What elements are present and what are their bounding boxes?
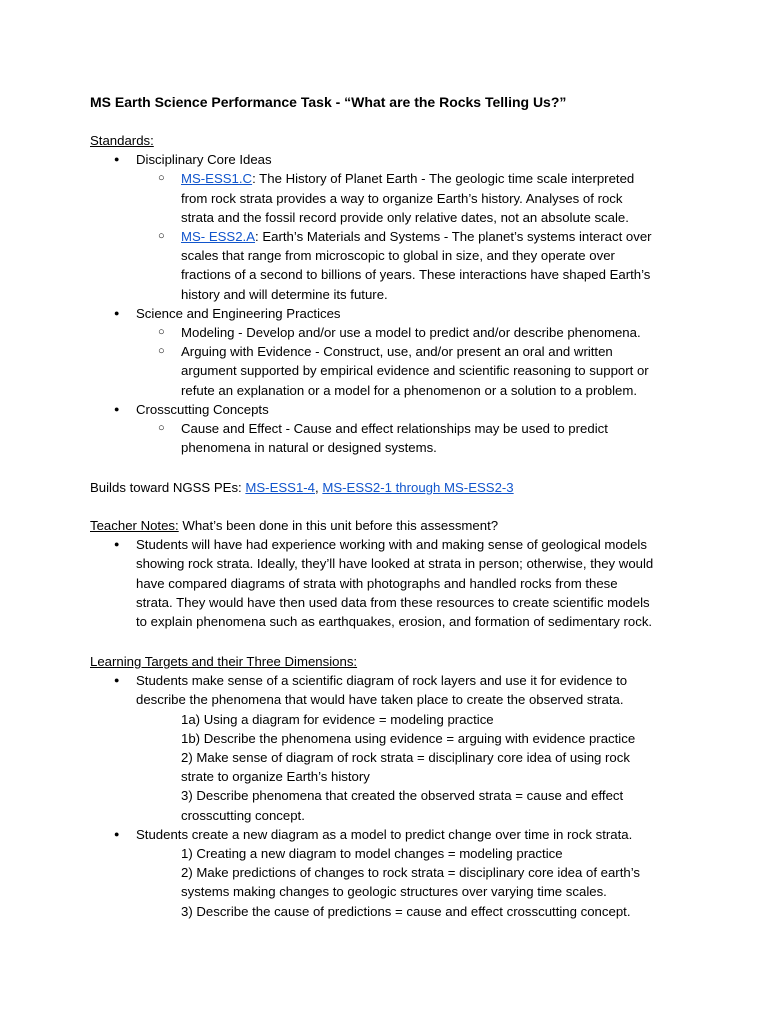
bullet-dci: ● Disciplinary Core Ideas <box>90 150 690 169</box>
learning-targets-section <box>90 652 690 921</box>
link-ms-ess2a[interactable]: MS- ESS2.A <box>181 229 256 245</box>
bullet-sep: ● Science and Engineering Practices <box>90 304 690 323</box>
learning-target-2: ● Students create a new diagram as a model to predict change over time in rock strata. <box>90 825 690 844</box>
builds-toward-line: Builds toward NGSS PEs: MS-ESS1-4, MS-ESS2-1 through MS-ESS2-3 <box>90 480 514 495</box>
sep-item-arguing: ○ Arguing with Evidence - Construct, use, and/or present an oral and written argument supported by empirical evidence and scientific reasoning to support or refute an explanation or a model for a phenomenon or a solution to a problem. <box>90 342 690 400</box>
link-ms-ess1-4[interactable]: MS-ESS1-4 <box>245 480 316 495</box>
standards-heading: Standards: <box>90 133 154 148</box>
dci-item-ess1c: ○ MS-ESS1.C: The History of Planet Earth - The geologic time scale interpreted from rock strata provides a way to organize Earth’s history. Analyses of rock strata and the fossil record provide only relative dates, not an absolute scale. <box>90 169 690 227</box>
learning-target-1: ● Students make sense of a scientific diagram of rock layers and use it for evidence to describe the phenomena that would have taken place to create the observed strata. <box>90 671 690 709</box>
learning-target-1-dimensions: 1a) Using a diagram for evidence = modeling practice 1b) Describe the phenomena using evidence = arguing with evidence practice 2) Make sense of diagram of rock strata = disciplinary core idea of using rock strate to organize Earth’s history 3) Describe phenomena that created the observed strata = cause and effect crosscutting concept. <box>181 711 636 823</box>
dci-item-ess2a: ○ MS- ESS2.A: Earth’s Materials and Systems - The planet’s systems interact over scales that range from microscopic to global in size, and they operate over fractions of a second to billions of years. These interactions have shaped Earth’s history and will determine its future. <box>90 227 690 304</box>
standards-section <box>90 131 690 457</box>
document-title: MS Earth Science Performance Task - “What are the Rocks Telling Us?” <box>90 94 567 110</box>
ccc-item-cause-effect: ○ Cause and Effect - Cause and effect relationships may be used to predict phenomena in natural or designed systems. <box>90 419 690 457</box>
teacher-notes-section: Teacher Notes: What’s been done in this unit before this assessment? ● Students will have had experience working with and making sense of geological models showing rock strata. Ideally, they’ll have looked at strata in person; otherwise, they would have compared diagrams of strata with photographs and handled rocks from these strata. They would have then used data from these resources to create scientific models to explain phenomena such as earthquakes, erosion, and formation of sedimentary rock. <box>90 516 690 631</box>
bullet-ccc: ● Crosscutting Concepts <box>90 400 690 419</box>
learning-targets-heading: Learning Targets and their Three Dimensions: <box>90 654 358 669</box>
teacher-notes-heading: Teacher Notes: <box>90 518 179 533</box>
link-ms-ess1c[interactable]: MS-ESS1.C <box>181 171 253 187</box>
learning-target-2-dimensions: 1) Creating a new diagram to model changes = modeling practice 2) Make predictions of changes to rock strata = disciplinary core idea of earth’s systems making changes to geologic structures over varying time scales. 3) Describe the cause of predictions = cause and effect crosscutting concept. <box>181 846 640 919</box>
sep-item-modeling: ○ Modeling - Develop and/or use a model to predict and/or describe phenomena. <box>90 323 690 342</box>
teacher-notes-bullet: ● Students will have had experience working with and making sense of geological models showing rock strata. Ideally, they’ll have looked at strata in person; otherwise, they would have compared diagrams of strata with photographs and handled rocks from these strata. They would have then used data from these resources to create scientific models to explain phenomena such as earthquakes, erosion, and formation of sedimentary rock. <box>90 535 690 631</box>
link-ms-ess2-1-through-3[interactable]: MS-ESS2-1 through MS-ESS2-3 <box>322 480 514 495</box>
